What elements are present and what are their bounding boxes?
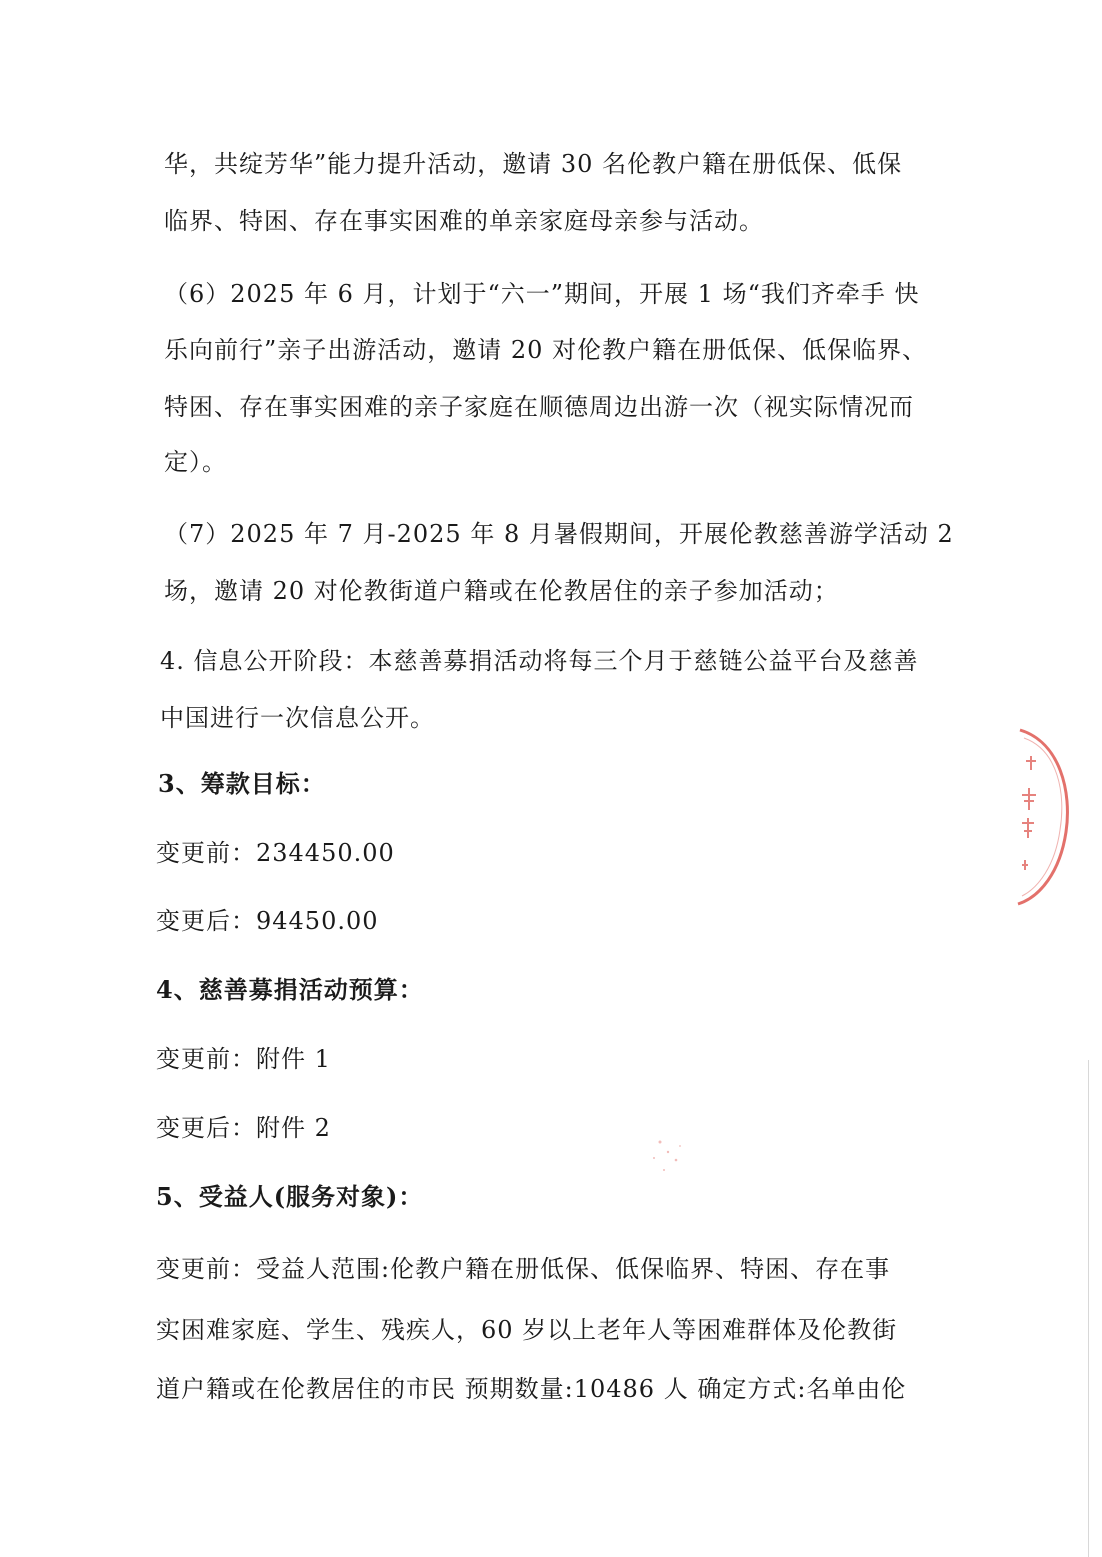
text-line: （7）2025 年 7 月-2025 年 8 月暑假期间，开展伦教慈善游学活动 2 xyxy=(164,520,954,548)
section-heading: 4、慈善募捐活动预算： xyxy=(156,975,424,1004)
scan-edge-line xyxy=(1088,1060,1089,1557)
text-line: 定）。 xyxy=(164,448,227,476)
text-line: 道户籍或在伦教居住的市民 预期数量:10486 人 确定方式:名单由伦 xyxy=(156,1375,907,1403)
text-line: （6）2025 年 6 月，计划于“六一”期间，开展 1 场“我们齐牵手 快 xyxy=(164,280,920,308)
section-heading: 5、受益人(服务对象)： xyxy=(156,1182,424,1211)
text-line: 场，邀请 20 对伦教街道户籍或在伦教居住的亲子参加活动； xyxy=(164,577,839,605)
text-line: 4. 信息公开阶段：本慈善募捐活动将每三个月于慈链公益平台及慈善 xyxy=(160,647,919,675)
text-line: 变更前：234450.00 xyxy=(156,839,395,867)
text-line: 特困、存在事实困难的亲子家庭在顺德周边出游一次（视实际情况而 xyxy=(164,393,914,421)
text-line: 变更后：附件 2 xyxy=(156,1114,331,1142)
text-line: 乐向前行”亲子出游活动，邀请 20 对伦教户籍在册低保、低保临界、 xyxy=(164,336,928,364)
section-heading: 3、筹款目标： xyxy=(158,769,326,798)
text-line: 华，共绽芳华”能力提升活动，邀请 30 名伦教户籍在册低保、低保 xyxy=(164,150,903,178)
text-line: 中国进行一次信息公开。 xyxy=(160,704,435,732)
ink-speck-mark xyxy=(640,1130,700,1190)
text-line: 变更前：附件 1 xyxy=(156,1045,331,1073)
text-line: 临界、特困、存在事实困难的单亲家庭母亲参与活动。 xyxy=(164,207,764,235)
text-line: 实困难家庭、学生、残疾人，60 岁以上老年人等困难群体及伦教街 xyxy=(156,1316,898,1344)
text-line: 变更前：受益人范围:伦教户籍在册低保、低保临界、特困、存在事 xyxy=(156,1255,891,1283)
text-line: 变更后：94450.00 xyxy=(156,907,379,935)
red-official-seal-icon xyxy=(1000,722,1080,912)
